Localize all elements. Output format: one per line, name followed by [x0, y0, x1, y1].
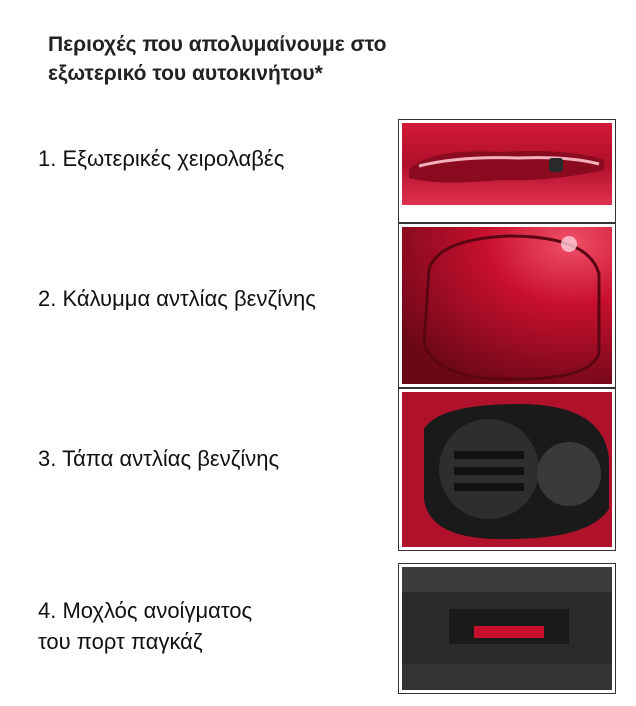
- item-label-line-2: του πορτ παγκάζ: [38, 629, 203, 654]
- trunk-release-photo: [398, 563, 616, 694]
- list-item-door-handle: [38, 143, 284, 174]
- item-label: 2. Κάλυμμα αντλίας βενζίνης: [38, 286, 316, 311]
- item-label: 1. Εξωτερικές χειρολαβές: [38, 146, 285, 171]
- door-handle-photo: [398, 119, 616, 223]
- fuel-cap-photo: [398, 388, 616, 551]
- list-item-trunk-release: [38, 595, 252, 657]
- title-line-2: εξωτερικό του αυτοκινήτου*: [48, 62, 323, 85]
- list-item-fuel-door: [38, 283, 316, 314]
- item-label: 3. Τάπα αντλίας βενζίνης: [38, 446, 280, 471]
- list-item-fuel-cap: [38, 443, 279, 474]
- fuel-door-photo: [398, 223, 616, 388]
- title-line-1: Περιοχές που απολυμαίνουμε στο: [48, 33, 387, 56]
- page-title: [48, 30, 468, 88]
- item-label-line-1: 4. Μοχλός ανοίγματος: [38, 598, 253, 623]
